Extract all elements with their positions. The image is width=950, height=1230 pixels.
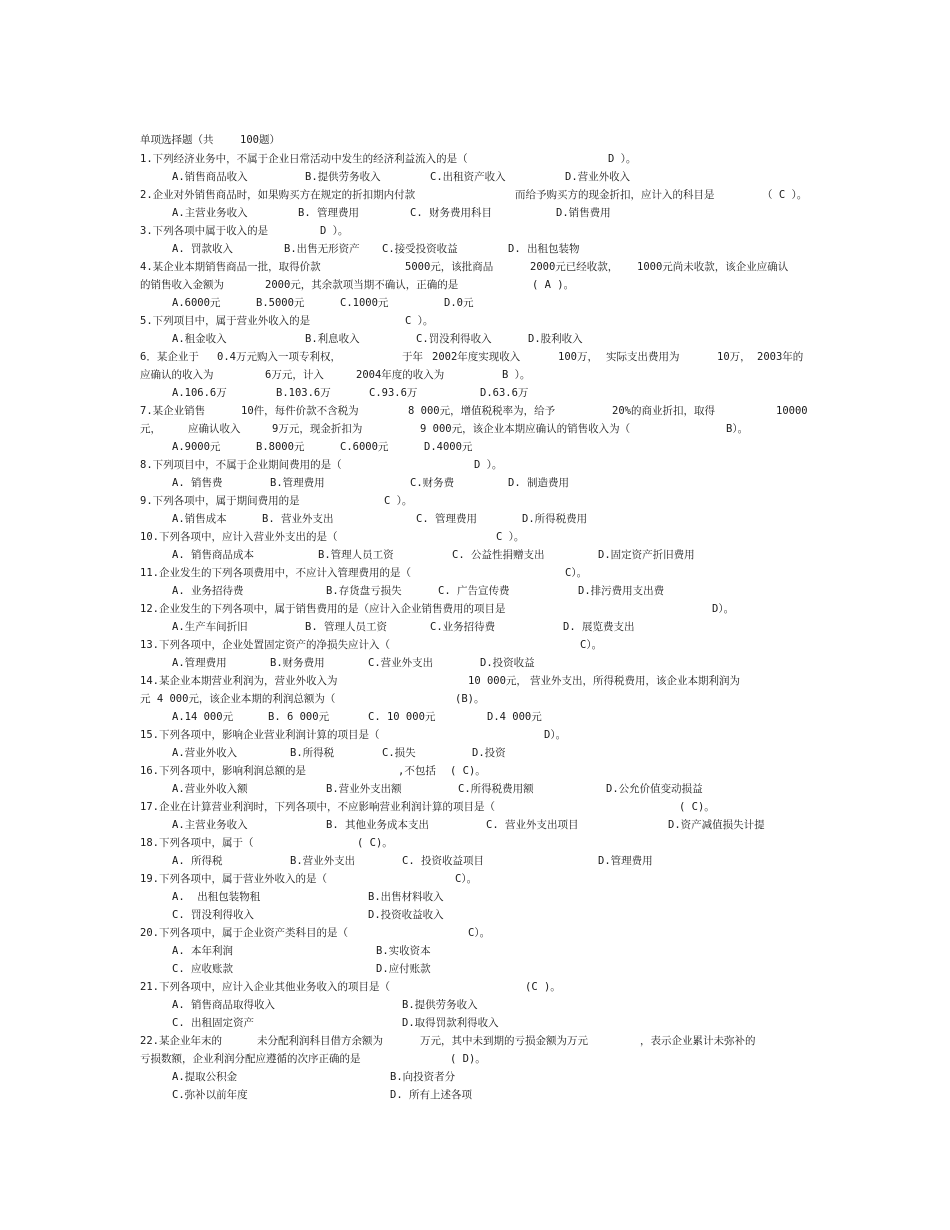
options-16-seg: C.所得税费用额 bbox=[458, 783, 534, 795]
question-4-seg: 4.某企业本期销售商品一批，取得价款 bbox=[140, 261, 321, 273]
question-5 bbox=[0, 312, 950, 330]
question-17 bbox=[0, 798, 950, 816]
options-11-seg: C. 广告宣传费 bbox=[438, 585, 510, 597]
options-14 bbox=[0, 708, 950, 726]
options-7-seg: A.9000元 bbox=[172, 441, 221, 453]
question-14 bbox=[0, 672, 950, 690]
question-1 bbox=[0, 150, 950, 168]
options-14-seg: C. 10 000元 bbox=[368, 711, 436, 723]
options-15-seg: D.投资 bbox=[472, 747, 506, 759]
question-1-seg: 1.下列经济业务中，不属于企业日常活动中发生的经济利益流入的是（ bbox=[140, 153, 468, 165]
question-8-seg: D ）。 bbox=[474, 459, 503, 471]
options-20a-seg: A. 本年利润 bbox=[172, 945, 233, 957]
options-19b-seg: D.投资收益收入 bbox=[368, 909, 444, 921]
options-3-seg: B.出售无形资产 bbox=[284, 243, 360, 255]
question-22-cont bbox=[0, 1050, 950, 1068]
question-3-seg: 3.下列各项中属于收入的是 bbox=[140, 225, 269, 237]
question-19-seg: C）。 bbox=[455, 873, 478, 885]
options-8-seg: A. 销售费 bbox=[172, 477, 223, 489]
question-10 bbox=[0, 528, 950, 546]
options-8-seg: B.管理费用 bbox=[270, 477, 325, 489]
options-22a-seg: B.向投资者分 bbox=[390, 1071, 456, 1083]
question-6-seg: 2002年度实现收入 bbox=[432, 351, 521, 363]
options-13 bbox=[0, 654, 950, 672]
options-20a-seg: B.实收资本 bbox=[376, 945, 431, 957]
question-21-seg: (C )。 bbox=[525, 981, 561, 993]
options-17-seg: A.主营业务收入 bbox=[172, 819, 248, 831]
options-16-seg: A.营业外收入额 bbox=[172, 783, 248, 795]
question-4-seg: 5000元，该批商品 bbox=[405, 261, 494, 273]
options-10-seg: B.管理人员工资 bbox=[318, 549, 394, 561]
options-3 bbox=[0, 240, 950, 258]
question-9-seg: C ）。 bbox=[384, 495, 413, 507]
question-9 bbox=[0, 492, 950, 510]
question-22 bbox=[0, 1032, 950, 1050]
question-8-seg: 8.下列项目中，不属于企业期间费用的是（ bbox=[140, 459, 342, 471]
options-18-seg: A. 所得税 bbox=[172, 855, 223, 867]
question-8 bbox=[0, 456, 950, 474]
question-14-cont bbox=[0, 690, 950, 708]
question-2-seg: 而给予购买方的现金折扣，应计入的科目是 bbox=[515, 189, 715, 201]
question-9-seg: 9.下列各项中，属于期间费用的是 bbox=[140, 495, 300, 507]
options-20b-seg: D.应付账款 bbox=[376, 963, 431, 975]
question-12-seg: D）。 bbox=[712, 603, 735, 615]
question-3-seg: D ）。 bbox=[320, 225, 349, 237]
question-22-cont-seg: ( D)。 bbox=[450, 1053, 486, 1065]
options-20a bbox=[0, 942, 950, 960]
question-16-seg: ( C)。 bbox=[450, 765, 486, 777]
options-15-seg: C.损失 bbox=[382, 747, 416, 759]
options-1-seg: D.营业外收入 bbox=[565, 171, 631, 183]
options-6-seg: D.63.6万 bbox=[480, 387, 529, 399]
question-14-seg: 14.某企业本期营业利润为，营业外收入为 bbox=[140, 675, 338, 687]
options-13-seg: C.营业外支出 bbox=[368, 657, 434, 669]
options-2-seg: A.主营业务收入 bbox=[172, 207, 248, 219]
options-6-seg: A.106.6万 bbox=[172, 387, 227, 399]
options-12 bbox=[0, 618, 950, 636]
question-4-cont bbox=[0, 276, 950, 294]
options-22a-seg: A.提取公积金 bbox=[172, 1071, 238, 1083]
question-6-cont-seg: 2004年度的收入为 bbox=[356, 369, 445, 381]
options-11-seg: A. 业务招待费 bbox=[172, 585, 244, 597]
question-6-seg: 10万， bbox=[717, 351, 751, 363]
question-7-seg: 10件，每件价款不含税为 bbox=[241, 405, 359, 417]
question-7-cont-seg: 9万元，现金折扣为 bbox=[272, 423, 363, 435]
options-12-seg: C.业务招待费 bbox=[430, 621, 496, 633]
options-1 bbox=[0, 168, 950, 186]
options-13-seg: B.财务费用 bbox=[270, 657, 325, 669]
question-6 bbox=[0, 348, 950, 366]
options-12-seg: B. 管理人员工资 bbox=[305, 621, 387, 633]
options-4-seg: C.1000元 bbox=[340, 297, 389, 309]
options-14-seg: B. 6 000元 bbox=[268, 711, 330, 723]
options-2-seg: C. 财务费用科目 bbox=[410, 207, 492, 219]
options-22b-seg: D. 所有上述各项 bbox=[390, 1089, 472, 1101]
options-8 bbox=[0, 474, 950, 492]
question-7-seg: 20%的商业折扣，取得 bbox=[612, 405, 715, 417]
options-18-seg: B.营业外支出 bbox=[290, 855, 356, 867]
options-15 bbox=[0, 744, 950, 762]
options-6 bbox=[0, 384, 950, 402]
options-10-seg: D.固定资产折旧费用 bbox=[598, 549, 695, 561]
options-7-seg: D.4000元 bbox=[424, 441, 473, 453]
question-14-seg: 10 000元， bbox=[468, 675, 527, 687]
options-21b bbox=[0, 1014, 950, 1032]
question-16 bbox=[0, 762, 950, 780]
options-9-seg: C. 管理费用 bbox=[416, 513, 477, 525]
question-6-seg: 100万， bbox=[558, 351, 598, 363]
question-18-seg: 18.下列各项中，属于（ bbox=[140, 837, 254, 849]
question-14-seg: 营业外支出，所得税费用，该企业本期利润为 bbox=[530, 675, 740, 687]
question-7-seg: 8 000元，增值税税率为，给予 bbox=[408, 405, 556, 417]
options-13-seg: D.投资收益 bbox=[480, 657, 535, 669]
options-4-seg: D.0元 bbox=[444, 297, 474, 309]
options-8-seg: D. 制造费用 bbox=[508, 477, 569, 489]
question-5-seg: 5.下列项目中，属于营业外收入的是 bbox=[140, 315, 311, 327]
question-14-cont-seg: (B)。 bbox=[455, 693, 485, 705]
question-7-cont bbox=[0, 420, 950, 438]
options-2 bbox=[0, 204, 950, 222]
question-15-seg: 15.下列各项中，影响企业营业利润计算的项目是（ bbox=[140, 729, 380, 741]
options-11-seg: B.存货盘亏损失 bbox=[326, 585, 402, 597]
options-6-seg: C.93.6万 bbox=[369, 387, 418, 399]
question-12 bbox=[0, 600, 950, 618]
options-3-seg: C.接受投资收益 bbox=[382, 243, 458, 255]
options-7-seg: B.8000元 bbox=[256, 441, 305, 453]
options-22a bbox=[0, 1068, 950, 1086]
options-10-seg: A. 销售商品成本 bbox=[172, 549, 254, 561]
question-22-seg: 未分配利润科目借方余额为 bbox=[257, 1035, 383, 1047]
options-5-seg: A.租金收入 bbox=[172, 333, 227, 345]
question-17-seg: 17.企业在计算营业利润时，下列各项中，不应影响营业利润计算的项目是（ bbox=[140, 801, 495, 813]
question-4-seg: 2000元已经收款， bbox=[530, 261, 619, 273]
question-6-seg: 于年 bbox=[402, 351, 423, 363]
question-1-seg: D ）。 bbox=[608, 153, 637, 165]
options-21b-seg: C. 出租固定资产 bbox=[172, 1017, 254, 1029]
options-12-seg: D. 展览费支出 bbox=[563, 621, 635, 633]
question-6-cont-seg: B ）。 bbox=[502, 369, 531, 381]
question-6-seg: 2003年的 bbox=[757, 351, 804, 363]
question-19 bbox=[0, 870, 950, 888]
options-21b-seg: D.取得罚款利得收入 bbox=[402, 1017, 499, 1029]
question-21-seg: 21.下列各项中，应计入企业其他业务收入的项目是（ bbox=[140, 981, 390, 993]
options-22b-seg: C.弥补以前年度 bbox=[172, 1089, 248, 1101]
section-header bbox=[0, 131, 950, 149]
question-6-cont-seg: 6万元，计入 bbox=[265, 369, 324, 381]
options-2-seg: D.销售费用 bbox=[556, 207, 611, 219]
options-15-seg: A.营业外收入 bbox=[172, 747, 238, 759]
question-22-seg: 22.某企业年末的 bbox=[140, 1035, 222, 1047]
options-18-seg: D.管理费用 bbox=[598, 855, 653, 867]
question-16-seg: 16.下列各项中，影响利润总额的是 bbox=[140, 765, 306, 777]
options-2-seg: B. 管理费用 bbox=[298, 207, 359, 219]
options-5-seg: C.罚没利得收入 bbox=[416, 333, 492, 345]
options-3-seg: A. 罚款收入 bbox=[172, 243, 233, 255]
question-4-seg: 1000元尚未收款，该企业应确认 bbox=[637, 261, 789, 273]
options-1-seg: B.提供劳务收入 bbox=[305, 171, 381, 183]
question-4-cont-seg: 2000元，其余款项当期不确认，正确的是 bbox=[265, 279, 459, 291]
options-13-seg: A.管理费用 bbox=[172, 657, 227, 669]
options-19a bbox=[0, 888, 950, 906]
question-14-cont-seg: 元 4 000元，该企业本期的利润总额为（ bbox=[140, 693, 336, 705]
options-20b bbox=[0, 960, 950, 978]
question-7-seg: 10000 bbox=[776, 405, 808, 417]
question-7-cont-seg: 9 000元，该企业本期应确认的销售收入为（ bbox=[420, 423, 631, 435]
options-5-seg: B.利息收入 bbox=[305, 333, 360, 345]
options-7 bbox=[0, 438, 950, 456]
options-17-seg: D.资产减值损失计提 bbox=[668, 819, 765, 831]
options-12-seg: A.生产车间折旧 bbox=[172, 621, 248, 633]
question-6-cont bbox=[0, 366, 950, 384]
options-19b bbox=[0, 906, 950, 924]
options-16-seg: B.营业外支出额 bbox=[326, 783, 402, 795]
question-4-cont-seg: 的销售收入金额为 bbox=[140, 279, 224, 291]
options-7-seg: C.6000元 bbox=[340, 441, 389, 453]
question-13-seg: C）。 bbox=[580, 639, 603, 651]
question-13-seg: 13.下列各项中，企业处置固定资产的净损失应计入（ bbox=[140, 639, 390, 651]
question-18-seg: ( C)。 bbox=[357, 837, 393, 849]
options-4 bbox=[0, 294, 950, 312]
options-20b-seg: C. 应收账款 bbox=[172, 963, 233, 975]
question-11 bbox=[0, 564, 950, 582]
options-9-seg: D.所得税费用 bbox=[522, 513, 588, 525]
options-17-seg: C. 营业外支出项目 bbox=[486, 819, 579, 831]
options-1-seg: C.出租资产收入 bbox=[430, 171, 506, 183]
options-14-seg: A.14 000元 bbox=[172, 711, 234, 723]
options-18 bbox=[0, 852, 950, 870]
options-21a bbox=[0, 996, 950, 1014]
options-11 bbox=[0, 582, 950, 600]
options-14-seg: D.4 000元 bbox=[487, 711, 542, 723]
question-17-seg: ( C)。 bbox=[679, 801, 715, 813]
question-2-seg: （ C ）。 bbox=[762, 189, 808, 201]
options-15-seg: B.所得税 bbox=[290, 747, 335, 759]
question-7-cont-seg: 元， bbox=[140, 423, 161, 435]
options-16-seg: D.公允价值变动损益 bbox=[606, 783, 703, 795]
question-7 bbox=[0, 402, 950, 420]
question-20 bbox=[0, 924, 950, 942]
question-6-cont-seg: 应确认的收入为 bbox=[140, 369, 214, 381]
options-17-seg: B. 其他业务成本支出 bbox=[326, 819, 429, 831]
options-18-seg: C. 投资收益项目 bbox=[402, 855, 484, 867]
question-15 bbox=[0, 726, 950, 744]
options-8-seg: C.财务费 bbox=[410, 477, 455, 489]
options-5 bbox=[0, 330, 950, 348]
question-20-seg: 20.下列各项中，属于企业资产类科目的是（ bbox=[140, 927, 348, 939]
question-4-cont-seg: ( A )。 bbox=[532, 279, 575, 291]
question-19-seg: 19.下列各项中，属于营业外收入的是（ bbox=[140, 873, 327, 885]
question-3 bbox=[0, 222, 950, 240]
question-7-cont-seg: 应确认收入 bbox=[188, 423, 241, 435]
question-4 bbox=[0, 258, 950, 276]
question-6-seg: 0.4万元购入一项专利权， bbox=[217, 351, 341, 363]
options-10-seg: C. 公益性捐赠支出 bbox=[452, 549, 545, 561]
question-7-seg: 7.某企业销售 bbox=[140, 405, 206, 417]
options-3-seg: D. 出租包装物 bbox=[508, 243, 580, 255]
options-21a-seg: B.提供劳务收入 bbox=[402, 999, 478, 1011]
question-22-seg: ，表示企业累计未弥补的 bbox=[640, 1035, 756, 1047]
section-header-seg: 单项选择题（共 bbox=[140, 134, 214, 146]
options-4-seg: B.5000元 bbox=[256, 297, 305, 309]
question-11-seg: C）。 bbox=[565, 567, 588, 579]
options-11-seg: D.排污费用支出费 bbox=[578, 585, 665, 597]
options-16 bbox=[0, 780, 950, 798]
question-22-seg: 万元，其中未到期的亏损金额为万元 bbox=[420, 1035, 588, 1047]
options-1-seg: A.销售商品收入 bbox=[172, 171, 248, 183]
question-6-seg: 实际支出费用为 bbox=[606, 351, 680, 363]
question-13 bbox=[0, 636, 950, 654]
question-12-seg: 12.企业发生的下列各项中，属于销售费用的是（应计入企业销售费用的项目是 bbox=[140, 603, 506, 615]
question-11-seg: 11.企业发生的下列各项费用中，不应计入管理费用的是（ bbox=[140, 567, 411, 579]
options-19a-seg: B.出售材料收入 bbox=[368, 891, 444, 903]
options-6-seg: B.103.6万 bbox=[276, 387, 331, 399]
question-16-seg: ,不包括 bbox=[398, 765, 436, 777]
options-9 bbox=[0, 510, 950, 528]
question-2-seg: 2.企业对外销售商品时，如果购买方在规定的折扣期内付款 bbox=[140, 189, 416, 201]
question-10-seg: C ）。 bbox=[496, 531, 525, 543]
options-19b-seg: C. 罚没利得收入 bbox=[172, 909, 254, 921]
question-15-seg: D）。 bbox=[544, 729, 567, 741]
question-22-cont-seg: 亏损数额，企业利润分配应遵循的次序正确的是 bbox=[140, 1053, 361, 1065]
question-6-seg: 6．某企业于 bbox=[140, 351, 199, 363]
question-10-seg: 10.下列各项中，应计入营业外支出的是（ bbox=[140, 531, 338, 543]
question-7-cont-seg: B）。 bbox=[726, 423, 749, 435]
options-10 bbox=[0, 546, 950, 564]
question-2 bbox=[0, 186, 950, 204]
options-22b bbox=[0, 1086, 950, 1104]
options-9-seg: A.销售成本 bbox=[172, 513, 227, 525]
question-21 bbox=[0, 978, 950, 996]
options-9-seg: B. 营业外支出 bbox=[262, 513, 334, 525]
question-5-seg: C ）。 bbox=[405, 315, 434, 327]
options-19a-seg: A. 出租包装物租 bbox=[172, 891, 261, 903]
question-20-seg: C）。 bbox=[468, 927, 491, 939]
question-18 bbox=[0, 834, 950, 852]
options-5-seg: D.股利收入 bbox=[528, 333, 583, 345]
options-17 bbox=[0, 816, 950, 834]
options-4-seg: A.6000元 bbox=[172, 297, 221, 309]
section-header-seg: 100题） bbox=[240, 134, 280, 146]
options-21a-seg: A. 销售商品取得收入 bbox=[172, 999, 275, 1011]
